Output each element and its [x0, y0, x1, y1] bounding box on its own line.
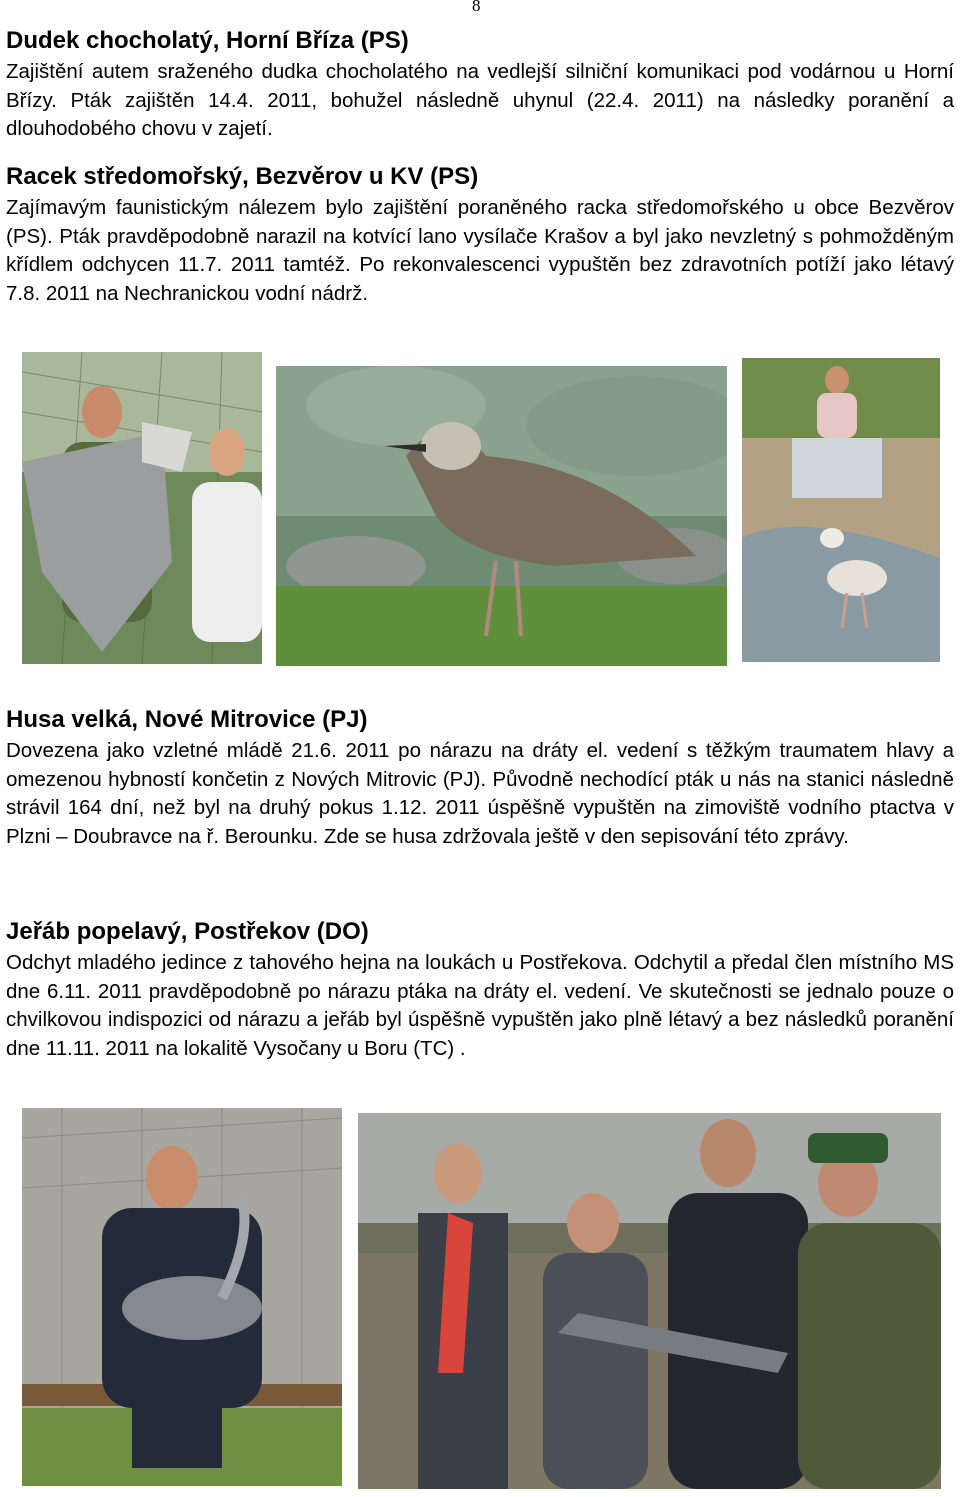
section-text-hoopoe: Zajištění autem sraženého dudka chocholatého na vedlejší silniční komunikaci pod vodárnou u Horní Břízy. Pták zajištěn 14.4. 2011, bohužel následně uhynul (22.4. 2011) na následky poranění a dlouhodobého chovu v zajetí. — [6, 60, 954, 141]
section-title-crane: Jeřáb popelavý, Postřekov (DO) — [6, 918, 369, 945]
section-text-goose: Dovezena jako vzletné mládě 21.6. 2011 po nárazu na dráty el. vedení s těžkým traumatem hlavy a omezenou hybností končetin z Nových Mitrovic (PJ). Původně nechodící pták u nás na stanici následně strávil 164 dní, než byl na druhý pokus 1.12. 2011 úspěšně vypuštěn na zimoviště vodního ptactva v Plzni – Doubravce na ř. Berounku. Zde se husa zdržovala ještě v den sepisování této zprávy. — [6, 739, 954, 848]
section-title-goose: Husa velká, Nové Mitrovice (PJ) — [6, 706, 368, 733]
page-number: 8 — [472, 0, 481, 15]
photo-group-with-crane — [358, 1113, 941, 1489]
section-text-crane: Odchyt mladého jedince z tahového hejna na loukách u Postřekova. Odchytil a předal člen místního MS dne 6.11. 2011 pravděpodobně po nárazu ptáka na dráty el. vedení. Ve skutečnosti se jednalo pouze o chvilkovou indispozici od nárazu a jeřáb byl úspěšně vypuštěn jako plně létavý a bez následků poranění dne 11.11. 2011 na lokalitě Vysočany u Boru (TC) . — [6, 951, 954, 1060]
photo-juvenile-gull — [276, 366, 727, 666]
section-title-gull: Racek středomořský, Bezvěrov u KV (PS) — [6, 163, 479, 190]
section-title-hoopoe: Dudek chocholatý, Horní Bříza (PS) — [6, 27, 409, 54]
section-text-gull: Zajímavým faunistickým nálezem bylo zajištění poraněného racka středomořského u obce Bezvěrov (PS). Pták pravděpodobně narazil na kotvící lano vysílače Krašov a byl jako nevzletný s pohmožděným křídlem odchycen 11.7. 2011 tamtéž. Po rekonvalescenci vypuštěn bez zdravotních potíží jako létavý 7.8. 2011 na Nechranickou vodní nádrž. — [6, 196, 954, 305]
photo-woman-and-gull-at-water — [742, 358, 940, 662]
photo-man-holding-crane — [22, 1108, 342, 1486]
photo-people-with-gull — [22, 352, 262, 664]
